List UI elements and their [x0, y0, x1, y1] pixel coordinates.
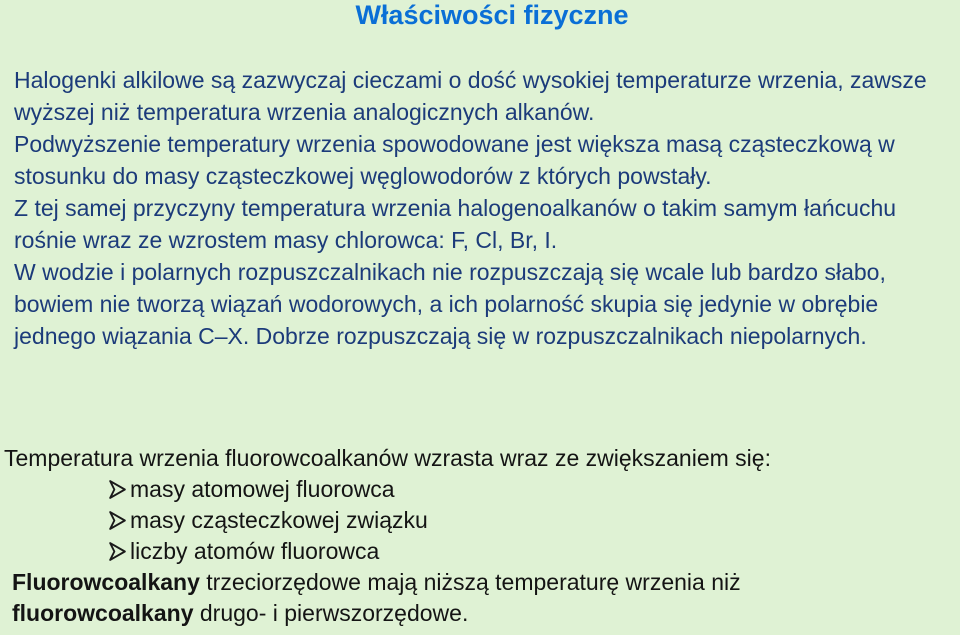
bullet-label: masy cząsteczkowej związku: [130, 507, 428, 533]
conclusion-text: trzeciorzędowe mają niższą temperaturę wrzenia niż: [199, 569, 741, 595]
arrowhead-bullet-icon: [107, 510, 128, 531]
list-item: [107, 536, 956, 567]
page-title: Właściwości fizyczne: [355, 0, 629, 30]
paragraph-halogen-series: Z tej samej przyczyny temperatura wrzenia halogenoalkanów o takim samym łańcuchu rośnie wraz ze wzrostem masy chlorowca: F, Cl, Br, I.: [14, 195, 897, 253]
bullet-list: [4, 474, 956, 567]
conclusion-bold-term: Fluorowcoalkany: [12, 569, 200, 595]
conclusion-text: drugo- i pierwszorzędowe.: [193, 600, 469, 626]
arrowhead-bullet-icon: [107, 479, 128, 500]
arrowhead-bullet-icon: [107, 541, 128, 562]
paragraph-molecular-mass: Podwyższenie temperatury wrzenia spowodowane jest większa masą cząsteczkową w stosunku do masy cząsteczkowej węglowodorów z których powstały.: [14, 131, 895, 189]
conclusion-bold-term: fluorowcoalkany: [12, 600, 194, 626]
fluoro-section: [4, 443, 956, 629]
fluoro-intro: Temperatura wrzenia fluorowcoalkanów wzrasta wraz ze zwiększaniem się:: [4, 445, 771, 471]
properties-paragraphs: [14, 64, 960, 352]
paragraph-solubility: W wodzie i polarnych rozpuszczalnikach nie rozpuszczają się wcale lub bardzo słabo, bowiem nie tworzą wiązań wodorowych, a ich polarność skupia się jedynie w obrębie jednego wiązania C–X. Dobrze rozpuszczają się w rozpuszczalnikach niepolarnych.: [14, 259, 886, 349]
bullet-label: masy atomowej fluorowca: [130, 476, 395, 502]
conclusion-paragraph: [4, 567, 956, 629]
bullet-label: liczby atomów fluorowca: [130, 538, 380, 564]
paragraph-boiling-point: Halogenki alkilowe są zazwyczaj cieczami o dość wysokiej temperaturze wrzenia, zawsze wyższej niż temperatura wrzenia analogicznych alkanów.: [14, 67, 927, 125]
list-item: [107, 474, 956, 505]
list-item: [107, 505, 956, 536]
